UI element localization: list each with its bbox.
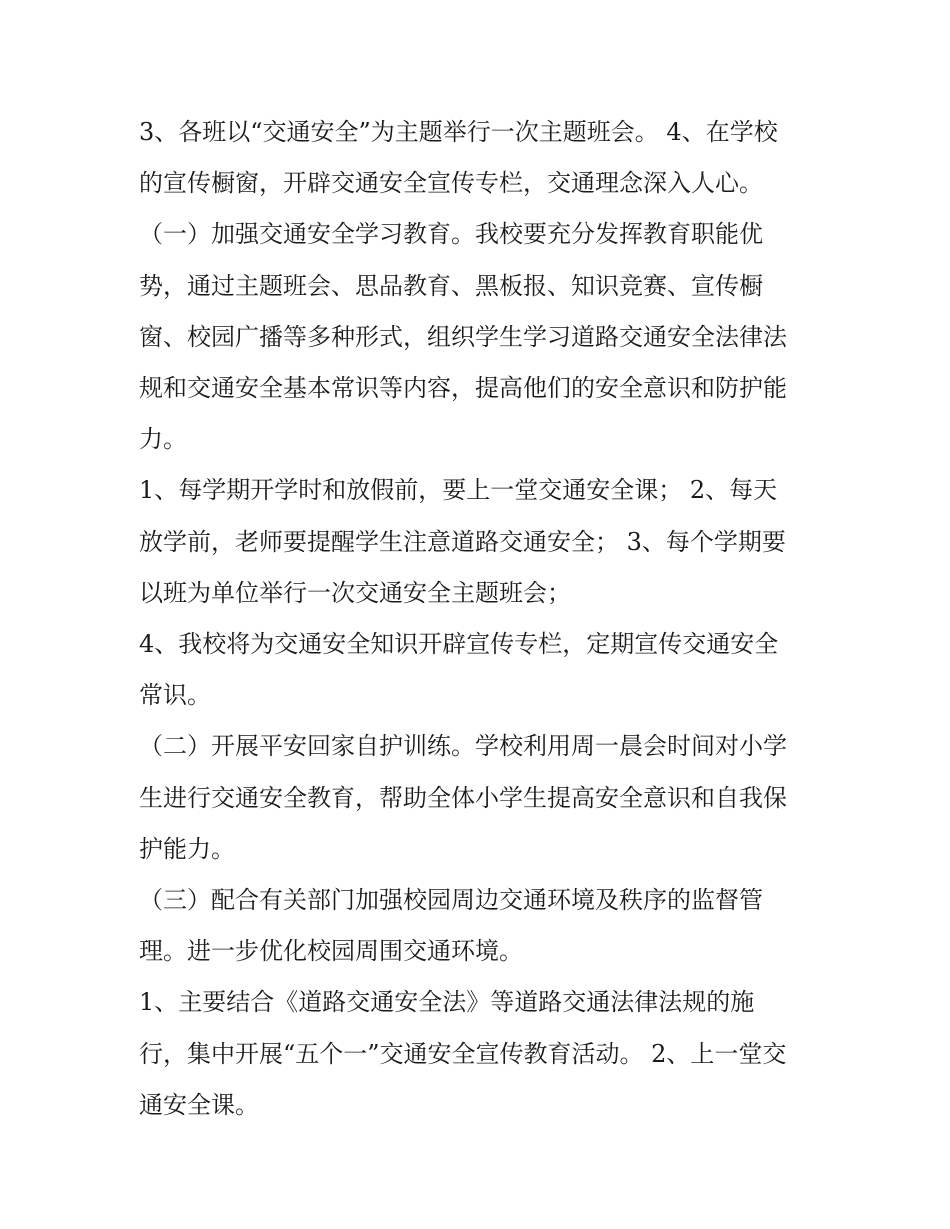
- paragraph-class-meeting: [139, 107, 819, 209]
- paragraph-section-three: [139, 875, 819, 977]
- text-line: 以班为单位举行一次交通安全主题班会；: [139, 578, 571, 607]
- text-line: 窗、校园广播等多种形式，组织学生学习道路交通安全法律法: [139, 322, 787, 351]
- paragraph-safety-lessons: [139, 465, 819, 619]
- text-line: 势，通过主题班会、思品教育、黑板报、知识竞赛、宣传橱: [139, 271, 763, 300]
- text-line: 行，集中开展“五个一”交通安全宣传教育活动。 2、上一堂交: [139, 1039, 787, 1068]
- text-line: （二）开展平安回家自护训练。学校利用周一晨会时间对小学: [139, 732, 787, 761]
- text-line: 1、主要结合《道路交通安全法》等道路交通法律法规的施: [139, 988, 755, 1017]
- text-line: 4、我校将为交通安全知识开辟宣传专栏，定期宣传交通安全: [139, 630, 779, 659]
- text-line: 1、每学期开学时和放假前，要上一堂交通安全课； 2、每天: [139, 476, 778, 505]
- document-body: [139, 107, 819, 1131]
- text-line: 的宣传橱窗，开辟交通安全宣传专栏，交通理念深入人心。: [139, 169, 763, 198]
- paragraph-section-one: [139, 209, 819, 465]
- text-line: 生进行交通安全教育，帮助全体小学生提高安全意识和自我保: [139, 783, 787, 812]
- text-line: 放学前，老师要提醒学生注意道路交通安全； 3、每个学期要: [139, 527, 786, 556]
- text-line: 力。: [139, 425, 187, 454]
- text-line: （三）配合有关部门加强校园周边交通环境及秩序的监督管: [139, 886, 763, 915]
- text-line: 理。进一步优化校园周围交通环境。: [139, 937, 523, 966]
- text-line: 通安全课。: [139, 1090, 259, 1119]
- paragraph-publicity-column: [139, 619, 819, 721]
- text-line: （一）加强交通安全学习教育。我校要充分发挥教育职能优: [139, 220, 763, 249]
- text-line: 常识。: [139, 681, 211, 710]
- text-line: 3、各班以“交通安全”为主题举行一次主题班会。 4、在学校: [139, 118, 778, 146]
- text-line: 护能力。: [139, 834, 235, 863]
- text-line: 规和交通安全基本常识等内容，提高他们的安全意识和防护能: [139, 374, 787, 403]
- paragraph-law-activities: [139, 977, 819, 1131]
- paragraph-section-two: [139, 721, 819, 875]
